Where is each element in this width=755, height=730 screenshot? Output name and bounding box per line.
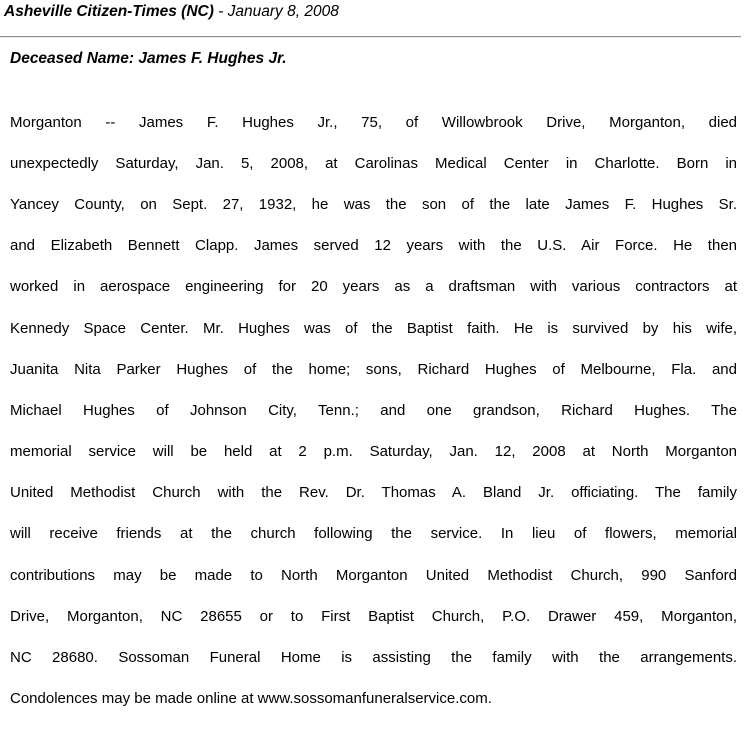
obituary-line: Juanita Nita Parker Hughes of the home; sons, Richard Hughes of Melbourne, Fla. and [10,360,737,378]
obituary-line: Condolences may be made online at www.sossomanfuneralservice.com. [10,690,492,708]
header-divider [0,36,741,38]
obituary-line: and Elizabeth Bennett Clapp. James served 12 years with the U.S. Air Force. He then [10,237,737,255]
obituary-line: will receive friends at the church following the service. In lieu of flowers, memorial [10,525,737,543]
obituary-line: contributions may be made to North Morganton United Methodist Church, 990 Sanford [10,566,737,584]
newspaper-name: Asheville Citizen-Times (NC) [4,3,214,20]
header-separator: - [213,3,228,20]
obituary-text [10,92,737,730]
obituary-line: unexpectedly Saturday, Jan. 5, 2008, at Carolinas Medical Center in Charlotte. Born in [10,154,737,172]
publication-date: January 8, 2008 [227,3,339,20]
deceased-name: Deceased Name: James F. Hughes Jr. [10,50,287,67]
obituary-line: Drive, Morganton, NC 28655 or to First Baptist Church, P.O. Drawer 459, Morganton, [10,607,737,625]
obituary-line: NC 28680. Sossoman Funeral Home is assisting the family with the arrangements. [10,649,737,667]
obituary-line: Yancey County, on Sept. 27, 1932, he was the son of the late James F. Hughes Sr. [10,195,737,213]
obituary-line: Morganton -- James F. Hughes Jr., 75, of Willowbrook Drive, Morganton, died [10,113,737,131]
obituary-line: Kennedy Space Center. Mr. Hughes was of the Baptist faith. He is survived by his wife, [10,319,737,337]
page-header [4,2,339,22]
obituary-line: worked in aerospace engineering for 20 years as a draftsman with various contractors at [10,278,737,296]
obituary-line: United Methodist Church with the Rev. Dr. Thomas A. Bland Jr. officiating. The family [10,484,737,502]
obituary-line: memorial service will be held at 2 p.m. Saturday, Jan. 12, 2008 at North Morganton [10,443,737,461]
obituary-line: Michael Hughes of Johnson City, Tenn.; and one grandson, Richard Hughes. The [10,401,737,419]
